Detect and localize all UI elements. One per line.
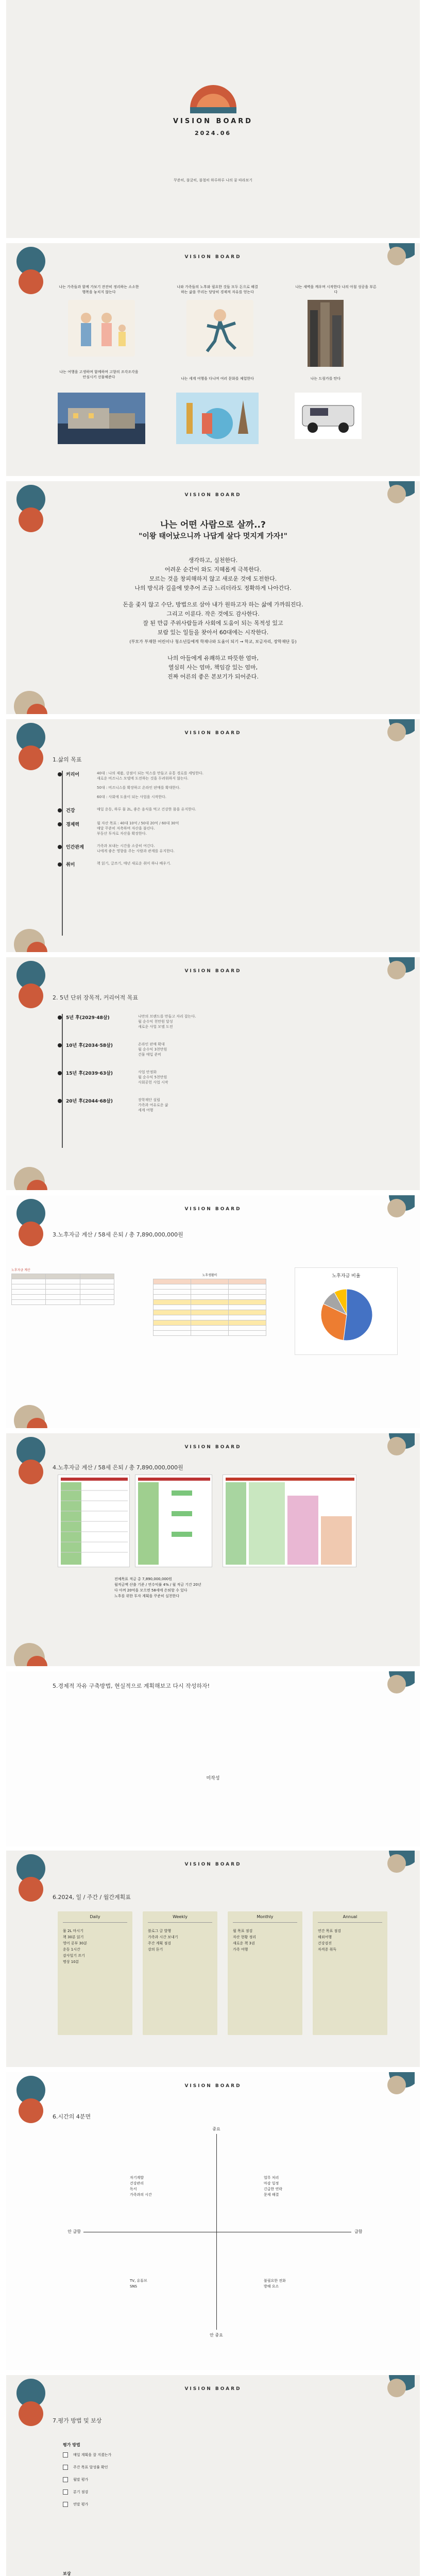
evaluation-list-1 <box>63 2452 269 2514</box>
cover-date: 2024.06 <box>194 130 232 137</box>
plan-item: 주간 계획 점검 <box>148 1941 172 1945</box>
retirement-note: 월적금액 산출 기준 / 연수익률 4% / 월 적금 기간 20년 <box>114 1583 201 1587</box>
milestone-line: 건물 매입 준비 <box>138 1053 162 1057</box>
family-illustration <box>68 300 135 357</box>
caption-3: 나는 새벽을 깨우며 시작한다 나의 아침 성공을 부른다 <box>295 285 377 294</box>
goal-row <box>58 821 367 836</box>
quadrant-2 <box>264 2175 336 2198</box>
identity-line: 보람 있는 일들을 찾아서 60대에는 시작한다. <box>157 629 269 636</box>
identity-line: 생각하고, 실천한다. <box>188 557 238 564</box>
brand-label: VISION BOARD <box>184 255 242 260</box>
city-photo <box>308 300 344 367</box>
brand-label: VISION BOARD <box>184 731 242 736</box>
brand-label: VISION BOARD <box>184 1207 242 1212</box>
checkbox-icon[interactable] <box>63 2452 68 2458</box>
milestone-line: 세계 여행 <box>138 1108 154 1112</box>
milestone-line: 월 순수익 5천만원 <box>138 1075 167 1079</box>
evaluation-heading: 7.평가 방법 및 보상 <box>53 2417 102 2424</box>
goal-line: 매일 운동, 하루 물 2L, 좋은 음식을 먹고 건강한 몸을 유지한다. <box>97 807 196 811</box>
plan-item: 가족 여행 <box>233 1947 248 1952</box>
identity-line: 나의 방식과 길을에 맞추어 조금 느리더라도 정확하게 나아간다. <box>134 585 292 591</box>
plan-item: 운동 1시간 <box>63 1947 80 1952</box>
goal-line: 새로운 비즈니스 모델에 도전하는 것을 두려워하지 않는다. <box>97 776 189 781</box>
milestone-row <box>58 1014 367 1029</box>
cover-title: VISION BOARD <box>173 117 253 125</box>
goal-line: 40대 : 나의 제품, 강점이 되는 믹스를 만들고 유통 경로를 세팅한다. <box>97 771 204 775</box>
brand-label: VISION BOARD <box>184 2083 242 2089</box>
goal-line: 매달 꾸준히 저축하며 자산을 불린다. <box>97 826 155 831</box>
decor-arc-icon <box>15 719 46 771</box>
plan-column-title: Weekly <box>148 1914 212 1923</box>
milestone-line: 온라인 판매 확대 <box>138 1042 165 1046</box>
five-year-slide <box>6 957 420 1190</box>
bullet-dot-icon <box>58 822 62 826</box>
goal-line: 50대 : 비즈니스를 확장하고 온라인 판매를 확대한다. <box>97 786 181 790</box>
quadrant-item: 문제 해결 <box>264 2193 279 2197</box>
images-slide <box>6 243 420 476</box>
plan-item: 명상 10분 <box>63 1960 79 1964</box>
freedom-empty-label: 미작성 <box>206 1776 220 1781</box>
identity-line: 돈을 좇지 않고 수단, 방법으로 삼아 내가 원하고자 하는 삶에 가까워진다. <box>123 601 303 608</box>
plan-item: 자산 현황 정리 <box>233 1935 257 1939</box>
plan-column <box>58 1911 132 2035</box>
milestone-line: 새로운 사업 모델 도전 <box>138 1025 173 1029</box>
plan-column <box>313 1911 387 2035</box>
decor-leaf-icon <box>384 1671 415 1697</box>
caption-4: 나는 여행을 고생하며 함께하며 고향의 조각조각을 안심시키 선물해준다 <box>59 370 139 379</box>
quadrant-item: 업무 처리 <box>264 2176 279 2180</box>
retirement-notes <box>114 1577 372 1599</box>
quadrant-slide <box>6 2072 420 2370</box>
checklist-label: 매일 계획을 잘 지켰는가 <box>73 2453 112 2457</box>
identity-line: 어려운 순간이 와도 지혜롭게 극복한다. <box>164 566 262 573</box>
identity-quote: "이왕 태어났으니까 나답게 살다 멋지게 가자!" <box>139 532 287 540</box>
goal-text <box>97 861 171 868</box>
plan-item: 자격증 취득 <box>318 1947 337 1952</box>
checklist-item <box>63 2489 269 2495</box>
goal-line <box>97 790 203 794</box>
goal-line: 60대 : 사회에 도움이 되는 사업을 시작한다. <box>97 795 167 799</box>
decor-circle-icon <box>11 926 47 952</box>
retirement-grid-right <box>153 1279 266 1336</box>
milestone-line: 사업 안정화 <box>138 1070 157 1074</box>
retirement-table-right <box>153 1273 266 1336</box>
milestone-text <box>138 1070 168 1085</box>
caption-1: 나는 가족들과 함께 가보기 잔잔히 정리하는 소소한 행복을 놓치지 않는다 <box>59 285 139 294</box>
pie-slice <box>344 1289 372 1341</box>
retirement-table-slide <box>6 1433 420 1666</box>
goal-row <box>58 843 367 854</box>
goal-label: 커리어 <box>66 772 80 777</box>
retirement-chart <box>295 1267 398 1355</box>
bullet-dot-icon <box>58 845 62 849</box>
plan-item: 영어 공부 30분 <box>63 1941 88 1945</box>
plan-column-title: Daily <box>63 1914 127 1923</box>
cover-slide <box>6 0 420 238</box>
identity-body <box>37 556 389 682</box>
decor-circle-icon <box>11 1402 47 1428</box>
quadrant-item: 독서 <box>130 2187 137 2191</box>
quadrant-item: TV, 유튜브 <box>130 2279 147 2283</box>
checkbox-icon[interactable] <box>63 2489 68 2495</box>
caption-2: 나와 가족들의 노후와 필요한 것들 모두 돈으로 해결하는 삶을 꾸리는 당당히 경제적 자유를 얻는다 <box>177 285 258 294</box>
identity-line: 모르는 것을 창피해하지 않고 새로운 것에 도전한다. <box>149 575 277 582</box>
checklist-label: 주간 목표 달성률 확인 <box>73 2465 108 2469</box>
goal-row <box>58 807 367 814</box>
goal-label: 인간관계 <box>66 845 84 850</box>
milestone-line: 사회공헌 사업 시작 <box>138 1080 168 1084</box>
retirement-heading: 3.노후자금 계산 / 58세 은퇴 / 총 7,890,000,000원 <box>53 1231 183 1238</box>
milestone-text <box>138 1014 196 1029</box>
house-photo <box>58 393 145 444</box>
identity-slide <box>6 481 420 714</box>
decor-arc-icon <box>15 243 46 295</box>
quadrant-item: 긴급한 연락 <box>264 2187 283 2191</box>
identity-line <box>37 593 389 600</box>
plan-item: 감사일기 쓰기 <box>63 1954 85 1958</box>
checklist-label: 분기 점검 <box>73 2490 89 2494</box>
plan-column-title: Annual <box>318 1914 382 1923</box>
milestone-line: 월 순수익 3천만원 <box>138 1047 167 1052</box>
decor-arc-icon <box>15 2072 46 2124</box>
retirement-pie-chart <box>295 1279 398 1351</box>
sunset-logo-icon <box>190 77 236 113</box>
quadrant-1 <box>130 2175 202 2198</box>
retirement-grid-left <box>11 1274 114 1305</box>
evaluation-group-2: 보상 <box>63 2571 71 2576</box>
running-illustration <box>186 300 253 357</box>
plan-item: 새로운 책 3권 <box>233 1941 255 1945</box>
plan-item: 강의 듣기 <box>148 1947 163 1952</box>
milestone-row <box>58 1042 367 1057</box>
quadrant-item: 방해 요소 <box>264 2284 279 2289</box>
evaluation-slide <box>6 2375 420 2576</box>
plan-item: 블로그 글 발행 <box>148 1929 172 1933</box>
freedom-slide <box>6 1671 420 1846</box>
milestone-label: 15년 후(2039·63살) <box>66 1071 113 1076</box>
milestone-label: 20년 후(2044·68살) <box>66 1099 113 1104</box>
plan-item: 연간 목표 점검 <box>318 1929 342 1933</box>
spreadsheet-2 <box>135 1475 212 1567</box>
bullet-dot-icon <box>58 772 62 776</box>
axis-left-label: 안 급함 <box>67 2229 81 2234</box>
checkbox-icon[interactable] <box>63 2465 68 2470</box>
goal-label: 경제력 <box>66 822 80 827</box>
caption-6: 나는 드림카를 탄다 <box>310 377 341 381</box>
decor-arc-icon <box>15 1433 46 1485</box>
life-goals-heading: 1.삶의 목표 <box>53 756 82 763</box>
retirement-note: 다 아껴 20억을 모으면 58세에 은퇴할 수 있다 <box>114 1588 188 1592</box>
milestone-text <box>138 1042 167 1057</box>
axis-bottom-label: 안 중요 <box>210 2333 223 2337</box>
plan-column-title: Monthly <box>233 1914 297 1923</box>
plan-item: 해외여행 <box>318 1935 332 1939</box>
checklist-label: 연말 평가 <box>73 2502 89 2506</box>
quadrant-item: 자기계발 <box>130 2176 144 2180</box>
goal-line: 가족과 보내는 시간을 소중히 여긴다. <box>97 844 155 848</box>
identity-line <box>37 647 389 654</box>
checklist-item <box>63 2502 269 2507</box>
freedom-heading: 5.경제적 자유 구축방법, 현실적으로 계획해보고 다시 작성하자! <box>53 1683 210 1689</box>
life-goals-slide <box>6 719 420 952</box>
decor-circle-icon <box>11 688 47 714</box>
milestone-row <box>58 1097 367 1113</box>
bullet-dot-icon <box>58 808 62 812</box>
bullet-dot-icon <box>58 1043 62 1047</box>
brand-label: VISION BOARD <box>184 1445 242 1450</box>
checkbox-icon[interactable] <box>63 2477 68 2482</box>
caption-5: 나는 세계 여행을 다니며 여러 문화를 체험한다 <box>181 377 254 381</box>
goal-line: 월 자산 목표 : 40대 10억 / 50대 20억 / 60대 30억 <box>97 821 179 825</box>
plan-item: 건강검진 <box>318 1941 332 1945</box>
quadrant-item: SNS <box>130 2284 138 2289</box>
checklist-item <box>63 2477 269 2482</box>
milestone-line: 가족과 여유로운 삶 <box>138 1103 168 1107</box>
quadrant-item: 마감 일정 <box>264 2181 279 2185</box>
table-left-title: 노후자금 계산 <box>11 1268 30 1272</box>
plan-column <box>143 1911 217 2035</box>
axis-top-label: 중요 <box>212 2127 220 2131</box>
goal-line: 나에게 좋은 영향을 주는 사람과 관계를 유지한다. <box>97 849 175 853</box>
identity-line: 열심히 사는 엄마, 책임감 있는 엄마, <box>168 664 258 671</box>
quadrant-item: 건강관리 <box>130 2181 144 2185</box>
cover-subtitle: 꾸준히, 불굴히, 불철히 하루하루 나의 꿈 따라보기 <box>173 178 253 182</box>
identity-line: 잘 된 만큼 주위사람들과 사회에 도움이 되는 목적성 있고 <box>143 620 283 626</box>
plan-heading: 6.2024, 일 / 주간 / 월간계획표 <box>53 1894 131 1901</box>
checklist-label: 월말 평가 <box>73 2478 89 2482</box>
quadrant-item: 불필요한 전화 <box>264 2279 286 2283</box>
retirement-table-left <box>11 1267 114 1305</box>
milestone-row <box>58 1070 367 1085</box>
identity-line: 나의 아들에게 유쾌하고 따뜻한 엄마, <box>167 655 259 662</box>
bullet-dot-icon <box>58 1099 62 1103</box>
decor-circle-icon <box>11 1164 47 1190</box>
quadrant-4 <box>264 2278 336 2290</box>
goal-line: 부동산 투자로 자산을 확장한다. <box>97 832 147 836</box>
spreadsheet-1 <box>58 1475 130 1567</box>
evaluation-group-1: 평가 방법 <box>63 2443 80 2447</box>
plan-item: 물 2L 마시기 <box>63 1929 83 1933</box>
checklist-item <box>63 2465 269 2470</box>
goal-text <box>97 771 203 800</box>
milestone-line: 월 순수익 천만원 달성 <box>138 1020 173 1024</box>
goal-text <box>97 843 175 854</box>
brand-label: VISION BOARD <box>184 969 242 974</box>
retirement-table-heading: 4.노후자금 계산 / 58세 은퇴 / 총 7,890,000,000원 <box>53 1464 183 1471</box>
brand-label: VISION BOARD <box>184 1862 242 1867</box>
bullet-dot-icon <box>58 862 62 867</box>
plan-item: 가족과 시간 보내기 <box>148 1935 178 1939</box>
plan-slide <box>6 1851 420 2067</box>
retirement-note: 전체목표 적금 총 7,890,000,000원 <box>114 1577 172 1581</box>
identity-line: 진짜 어른의 좋은 본보기가 되어준다. <box>167 673 259 680</box>
goal-line: 책 읽기, 글쓰기, 매년 새로운 취미 하나 배우기. <box>97 861 171 866</box>
goal-row <box>58 771 367 800</box>
decor-arc-icon <box>15 1851 46 1902</box>
quadrant-item: 가족과의 시간 <box>130 2193 152 2197</box>
goal-text <box>97 807 196 814</box>
retirement-slide <box>6 1195 420 1428</box>
goal-row <box>58 861 367 868</box>
quadrant-3 <box>130 2278 202 2290</box>
brand-label: VISION BOARD <box>184 493 242 498</box>
plan-item: 월 목표 점검 <box>233 1929 253 1933</box>
checkbox-icon[interactable] <box>63 2502 68 2507</box>
identity-title: 나는 어떤 사람으로 살까..? <box>160 520 266 530</box>
milestone-text <box>138 1097 168 1113</box>
plan-item: 책 30분 읽기 <box>63 1935 84 1939</box>
spreadsheet-3 <box>223 1475 356 1567</box>
goal-text <box>97 821 179 836</box>
plan-column <box>228 1911 302 2035</box>
chart-title: 노후자금 비율 <box>332 1274 361 1279</box>
decor-arc-icon <box>15 2375 46 2427</box>
table-right-title: 노후생활비 <box>202 1274 217 1277</box>
five-year-heading: 2. 5년 단위 장목적, 커리어적 목표 <box>53 994 138 1001</box>
plan-columns <box>58 1911 387 2035</box>
decor-arc-icon <box>15 1195 46 1247</box>
quadrant-heading: 6.시간의 4분면 <box>53 2113 91 2120</box>
bullet-dot-icon <box>58 1071 62 1075</box>
identity-line: (부모가 부재한 어린이나 청소년들에게 학재나와 도움이 되기 → 학교, 보금자리, 장학재단 등) <box>129 639 297 644</box>
axis-right-label: 급함 <box>354 2229 363 2234</box>
brand-label: VISION BOARD <box>184 2386 242 2392</box>
world-illustration <box>176 393 259 444</box>
goal-label: 건강 <box>66 808 75 814</box>
bullet-dot-icon <box>58 1015 62 1020</box>
goal-label: 취미 <box>66 862 75 868</box>
decor-circle-icon <box>11 1640 47 1666</box>
milestone-label: 5년 후(2029·48살) <box>66 1015 110 1021</box>
goal-line <box>97 781 203 785</box>
retirement-note: 노후를 위한 투자 계획을 꾸준히 실천한다 <box>114 1594 180 1598</box>
identity-line: 그리고 이룬다. 작은 것에도 감사한다. <box>166 611 260 617</box>
milestone-line: 나만의 브랜드를 만들고 자리 잡는다. <box>138 1014 196 1019</box>
milestone-label: 10년 후(2034·58살) <box>66 1043 113 1048</box>
decor-arc-icon <box>15 957 46 1009</box>
five-year-list <box>58 1014 367 1125</box>
car-photo <box>295 393 362 439</box>
life-goals-list <box>58 771 367 875</box>
milestone-line: 장학재단 설립 <box>138 1098 160 1102</box>
checklist-item <box>63 2452 269 2458</box>
